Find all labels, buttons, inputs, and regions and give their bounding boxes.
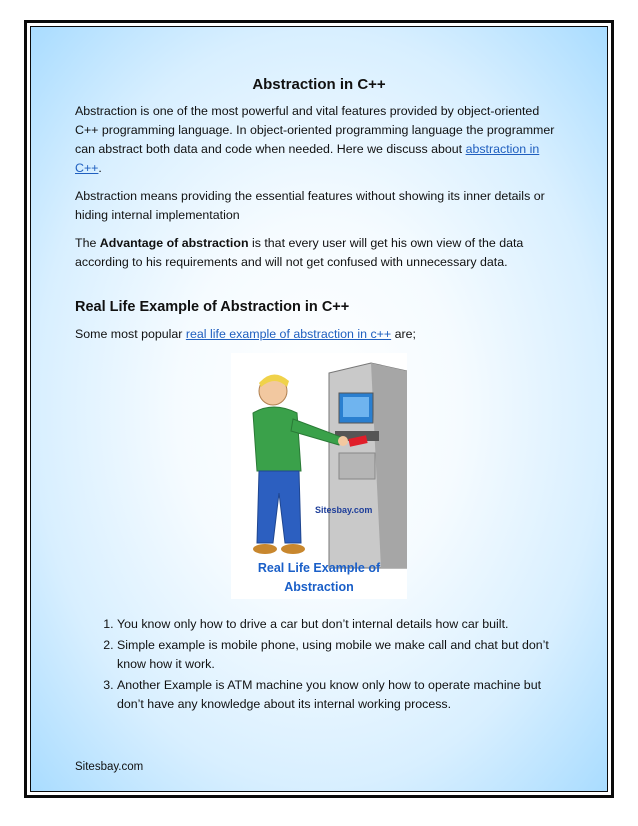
intro-end: . bbox=[98, 161, 102, 175]
figure-watermark: Sitesbay.com bbox=[315, 505, 373, 515]
document-body bbox=[75, 75, 563, 716]
intro-text: Abstraction is one of the most powerful and vital features provided by object-oriented C++ programming language. In object-oriented programming language the programmer can abstract both data and code when needed. Here we discuss about bbox=[75, 104, 555, 156]
figure-caption: Real Life Example of Abstraction bbox=[257, 561, 381, 594]
advantage-bold: Advantage of abstraction bbox=[99, 236, 249, 250]
atm-keypad bbox=[339, 453, 375, 479]
section-heading: Real Life Example of Abstraction in C++ bbox=[75, 299, 350, 315]
real-life-example-link[interactable]: real life example of abstraction in c++ bbox=[185, 327, 392, 341]
definition-paragraph: Abstraction means providing the essential features without showing its inner details or hiding internal implementation bbox=[75, 189, 545, 222]
atm-drawing bbox=[231, 353, 407, 573]
abstraction-link[interactable]: abstraction in C++ bbox=[75, 142, 540, 175]
atm-screen-glare bbox=[343, 397, 369, 417]
person-shoe-left bbox=[253, 544, 277, 554]
advantage-prefix: The bbox=[75, 236, 100, 250]
example-prefix: Some most popular bbox=[75, 327, 186, 341]
document-title: Abstraction in C++ bbox=[252, 76, 386, 93]
list-item: 1. You know only how to drive a car but don’t internal details how car built. bbox=[117, 615, 563, 634]
example-list bbox=[75, 615, 563, 714]
advantage-suffix: is that every user will get his own view of the data according to his requirements and will not get confused with unnecessary data. bbox=[75, 236, 524, 269]
person-hand bbox=[338, 436, 348, 446]
person-shoe-right bbox=[281, 544, 305, 554]
page-border-inner bbox=[30, 26, 608, 792]
example-suffix: are; bbox=[391, 327, 416, 341]
advantage-paragraph bbox=[75, 234, 563, 272]
person-pants bbox=[257, 471, 301, 543]
intro-paragraph bbox=[75, 102, 563, 178]
list-item: 2. Simple example is mobile phone, using mobile we make call and chat but don’t know how it work. bbox=[117, 636, 563, 674]
atm-illustration bbox=[231, 353, 407, 599]
list-item: 3. Another Example is ATM machine you know only how to operate machine but don’t have any knowledge about its internal working process. bbox=[117, 676, 563, 714]
person-shirt bbox=[253, 407, 301, 471]
example-intro bbox=[75, 325, 563, 344]
page-footer: Sitesbay.com bbox=[75, 761, 144, 773]
